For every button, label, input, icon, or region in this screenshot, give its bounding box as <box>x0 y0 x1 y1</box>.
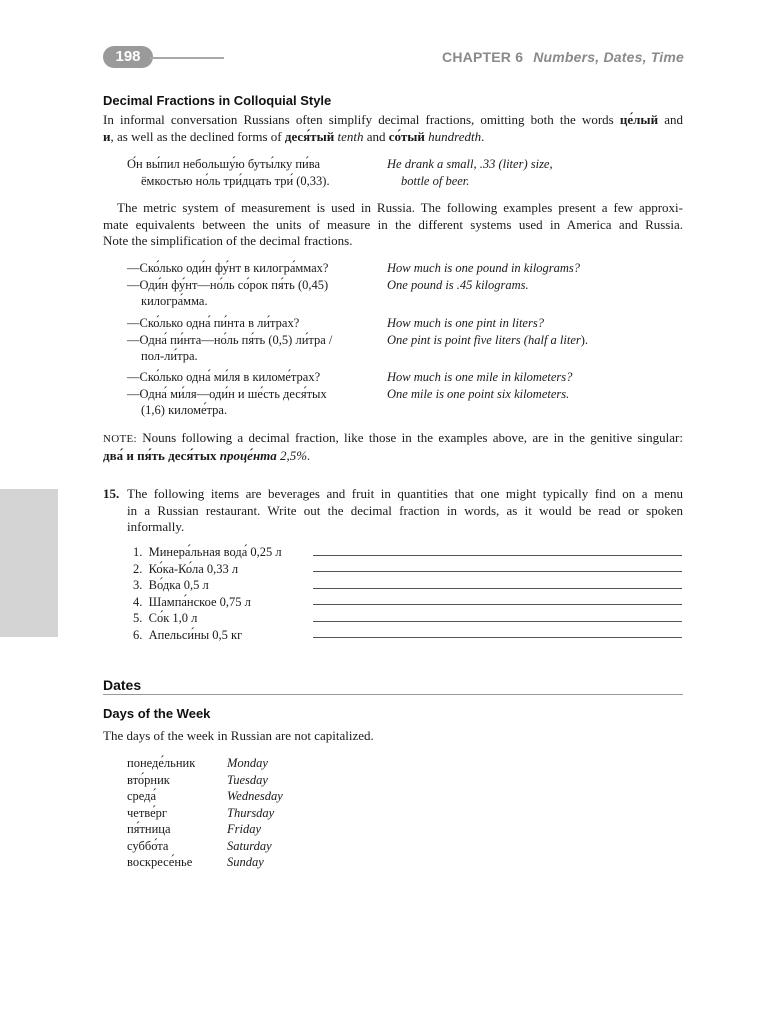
dialog-line: —Оди́н фу́нт—но́ль со́рок пя́ть (0,45) <box>127 277 329 292</box>
dates-heading-rule <box>103 694 683 695</box>
day-en: Monday <box>227 756 268 770</box>
exercise-line-3: informally. <box>127 519 185 534</box>
example-english <box>387 156 553 189</box>
metric-paragraph <box>103 200 683 250</box>
dialog-3-english <box>387 369 572 402</box>
page-number-badge: 198 <box>103 46 153 68</box>
intro-text: In informal conversation Russians often simplify decimal fractions, omitting both the words <box>103 112 620 127</box>
metric-line-2: mate equivalents between the units of measure in the different systems used in America and Russia. <box>103 216 683 232</box>
answer-line[interactable] <box>313 637 682 638</box>
day-ru: среда́ <box>127 789 157 803</box>
intro-text: and <box>658 112 683 127</box>
dialog-line: One pound is .45 kilograms. <box>387 277 529 292</box>
days-russian-list <box>127 755 195 871</box>
term-sotyi: со́тый <box>388 128 425 144</box>
exercise-line-1: The following items are beverages and fruit in quantities that one might typically find on a menu <box>127 486 683 501</box>
intro-text: , as well as the declined forms of <box>110 128 285 144</box>
exercise-items <box>133 544 282 643</box>
dialog-line: —Одна́ пи́нта—но́ль пя́ть (0,5) ли́тра / <box>127 332 333 347</box>
dialog-line: How much is one mile in kilometers? <box>387 370 573 384</box>
dialog-text: ). <box>580 332 589 347</box>
answer-line[interactable] <box>313 588 682 589</box>
intro-text: . <box>481 128 485 144</box>
note-example-bold-italic: проце́нта <box>219 447 277 463</box>
dialog-line: —Ско́лько одна́ ми́ля в киломе́трах? <box>127 370 321 384</box>
day-en: Wednesday <box>227 789 283 803</box>
answer-line[interactable] <box>313 571 682 572</box>
metric-line-1: The metric system of measurement is used in Russia. The following examples present a few approxi- <box>117 200 683 215</box>
day-en: Sunday <box>227 855 264 869</box>
dialog-text: half a liter <box>527 332 581 347</box>
section-heading-decimal: Decimal Fractions in Colloquial Style <box>103 93 332 108</box>
note-label: NOTE: <box>103 433 137 445</box>
dialog-3-russian <box>127 369 327 419</box>
intro-text: and <box>363 128 389 144</box>
exercise-item: 6. Апельси́ны 0,5 кг <box>133 627 243 642</box>
gloss-hundredth: hundredth <box>424 128 482 144</box>
exercise-item: 5. Со́к 1,0 л <box>133 611 198 625</box>
example-ru-line-2: ёмкостью но́ль три́дцать три́ (0,33). <box>141 173 330 188</box>
dialog-line: (1,6) киломе́тра. <box>141 403 228 417</box>
dialog-line: How much is one pound in kilograms? <box>387 261 581 275</box>
intro-line-2 <box>103 129 683 146</box>
chapter-title: Numbers, Dates, Time <box>533 49 684 65</box>
dialog-line: —Одна́ ми́ля—оди́н и ше́сть деся́тых <box>127 386 327 401</box>
dialog-2-russian <box>127 315 332 365</box>
gloss-tenth: tenth <box>334 128 364 144</box>
example-en-line-1: He drank a small, .33 (liter) size, <box>387 157 553 171</box>
note-example-italic: 2,5%. <box>276 447 311 463</box>
exercise-line-2: in a Russian restaurant. Write out the decimal fraction in words, as it would be read or spoken <box>127 502 683 518</box>
exercise-item: 1. Минера́льная вода́ 0,25 л <box>133 545 282 559</box>
note-line-1 <box>103 430 683 448</box>
dialog-1-russian <box>127 260 328 310</box>
exercise-number: 15. <box>103 486 120 501</box>
exercise-instructions <box>127 486 683 536</box>
example-russian <box>127 156 330 189</box>
dialog-line: —Ско́лько оди́н фу́нт в килогра́ммах? <box>127 261 329 275</box>
chapter-header <box>442 49 684 65</box>
day-ru: воскресе́нье <box>127 855 193 869</box>
side-thumb-tab <box>0 489 58 637</box>
dialog-2-english <box>387 315 588 348</box>
metric-line-3: Note the simplification of the decimal fractions. <box>103 233 353 248</box>
dialog-line: How much is one pint in liters? <box>387 316 544 330</box>
day-ru: суббо́та <box>127 838 169 853</box>
decimal-intro-paragraph <box>103 112 683 145</box>
days-intro: The days of the week in Russian are not capitalized. <box>103 728 374 743</box>
exercise-item: 3. Во́дка 0,5 л <box>133 578 209 592</box>
dialog-line: пол-ли́тра. <box>141 349 198 363</box>
example-en-line-2: bottle of beer. <box>401 173 470 188</box>
day-ru: вто́рник <box>127 772 170 787</box>
dialog-text: One pint is point five liters ( <box>387 332 528 347</box>
note-line-2 <box>103 448 683 465</box>
subheading-days-of-week: Days of the Week <box>103 706 211 721</box>
day-ru: пя́тница <box>127 822 171 836</box>
note-text: Nouns following a decimal fraction, like those in the examples above, are in the genitive singular: <box>142 430 683 445</box>
section-heading-dates: Dates <box>103 677 142 693</box>
chapter-label: CHAPTER 6 <box>442 49 524 65</box>
exercise-item: 2. Ко́ка-Ко́ла 0,33 л <box>133 561 239 576</box>
note-example-bold: два́ и пя́ть деся́тых <box>103 447 217 463</box>
term-tselyi: це́лый <box>619 112 659 127</box>
day-en: Tuesday <box>227 772 268 787</box>
header-rule <box>150 57 224 59</box>
dialog-1-english <box>387 260 580 293</box>
dialog-line: килогра́мма. <box>141 294 208 308</box>
answer-line[interactable] <box>313 604 682 605</box>
day-en: Thursday <box>227 805 275 820</box>
day-ru: четве́рг <box>127 805 168 820</box>
answer-line[interactable] <box>313 555 682 556</box>
day-ru: понеде́льник <box>127 756 196 770</box>
answer-line[interactable] <box>313 621 682 622</box>
dialog-line: —Ско́лько одна́ пи́нта в ли́трах? <box>127 316 300 330</box>
intro-line-1 <box>103 112 683 129</box>
dialog-line <box>387 332 588 349</box>
term-i: и <box>103 128 111 144</box>
exercise-item: 4. Шампа́нское 0,75 л <box>133 594 251 609</box>
note-paragraph <box>103 430 683 464</box>
example-ru-line-1: О́н вы́пил небольшу́ю буты́лку пи́ва <box>127 157 321 171</box>
day-en: Friday <box>227 822 262 836</box>
days-english-list <box>227 755 283 871</box>
day-en: Saturday <box>227 838 272 853</box>
term-desyatyi: деся́тый <box>284 128 335 144</box>
dialog-line: One mile is one point six kilometers. <box>387 386 570 401</box>
